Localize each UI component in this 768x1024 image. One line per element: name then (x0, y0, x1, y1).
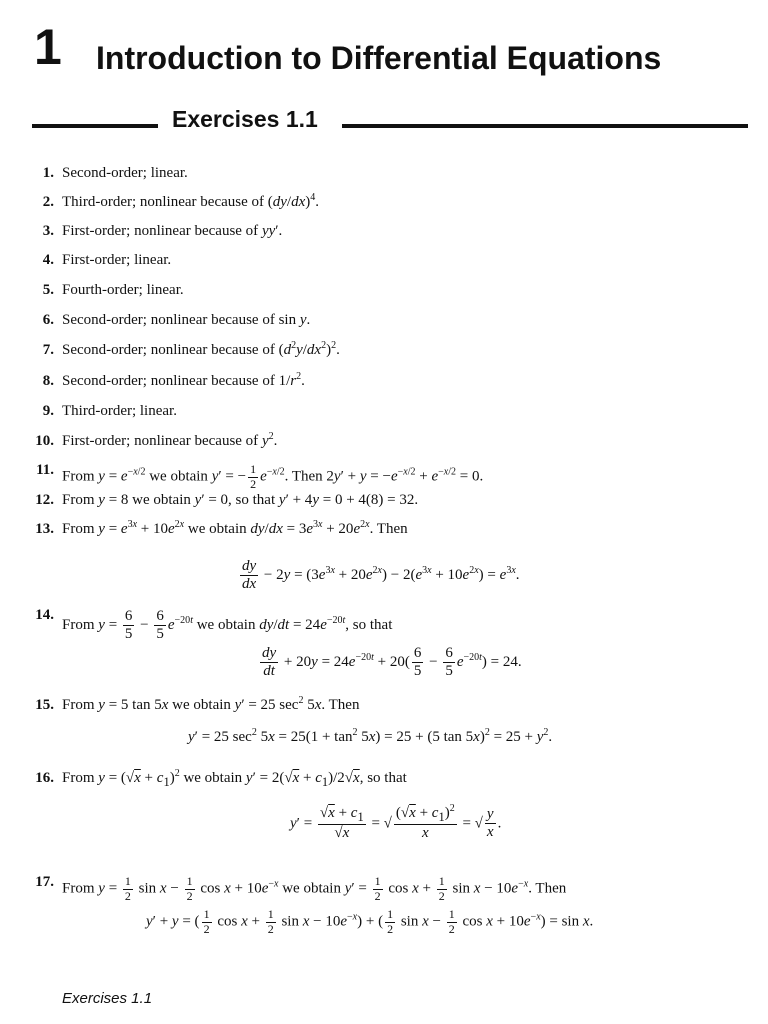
exercise-number: 9. (42, 403, 54, 419)
chapter-number: 1 (34, 19, 62, 75)
exercise-number: 17. (35, 874, 54, 890)
exercise-number: 3. (42, 223, 54, 239)
section-title: Exercises 1.1 (172, 106, 318, 132)
exercise-number: 2. (42, 194, 54, 210)
exercise-text: First-order; linear. (62, 252, 172, 268)
display-equation-14: $\frac{dy}{dt}$ + $20y = 24e^{-20t} + 20$( $\frac{6}{5}$ − $\frac{6}{5}$ $e^{-20t}) = 24$. (262, 645, 522, 680)
exercise-text: From y = 5 tan 5x we obtain y′ = 25 $\sec^2 5x$. Then (62, 695, 360, 713)
exercise-number: 13. (35, 521, 54, 537)
footer-label: Exercises 1.1 (62, 990, 153, 1007)
exercise-number: 16. (35, 770, 54, 786)
exercise-number: 8. (42, 373, 54, 389)
exercise-number: 14. (35, 607, 54, 623)
exercise-text: From $y = e^{-x/2}$ we obtain y′ = − $\frac{1}{2}$ $e^{-x/2}$. Then $2y' + y = -e^{-x/2} + e^{-x/2} = 0$. (62, 462, 484, 491)
chapter-title: Introduction to Differential Equations (96, 40, 662, 76)
display-equation-13: $\frac{dy}{dx}$ − $2y = (3e^{3x} + 20e^{2x}) - 2(e^{3x} + 10e^{2x}) = e^{3x}$. (242, 558, 520, 593)
exercise-text: Second-order; nonlinear because of sin y. (62, 312, 311, 328)
exercise-number: 12. (35, 492, 54, 508)
exercise-text: Fourth-order; linear. (62, 282, 184, 298)
exercise-text: From y = $\frac{1}{2}$ sin x − $\frac{1}{2}$ $\cos x + 10e^{-x}$ we obtain y′ = $\frac{1}{2}$ cos x + $\frac{1}{2}$ $\sin x - 10e^{-x}$. Then (62, 874, 567, 903)
display-equation-15: y′ = 25 $\sec^2 5x = 25(1 + \tan^2 5x) = 25 + (5$ $\tan 5x)^2 = 25 + y^2$. (188, 727, 553, 745)
exercise-number: 15. (35, 697, 54, 713)
exercise-text: From $y = e^{3x} + 10e^{2x}$ we obtain $dy/dx = 3e^{3x} + 20e^{2x}$. Then (62, 519, 408, 537)
exercise-number: 4. (42, 252, 54, 268)
exercise-text: From $y = (√x + c_1)^2$ we obtain $y' = 2(√x + c_1)/2√x$, so that (62, 768, 407, 789)
display-equation-17: y′ + y = ( $\frac{1}{2}$ cos x + $\frac{1}{2}$ $\sin x - 10e^{-x}$) + ( $\frac{1}{2}$ sin x − $\frac{1}{2}$ $\cos x + 10e^{-x}) = \sin x$. (146, 907, 594, 936)
exercise-number: 7. (42, 342, 54, 358)
exercise-number: 6. (42, 312, 54, 328)
exercise-text: Third-order; linear. (62, 403, 177, 419)
section-rule-right (342, 124, 748, 128)
exercise-number: 5. (42, 282, 54, 298)
exercise-text: Second-order; nonlinear because of $1/r^2$. (62, 371, 305, 389)
exercise-text: From y = $\frac{6}{5}$ − $\frac{6}{5}$ $e^{-20t}$ we obtain $dy/dt = 24e^{-20t}$, so that (62, 608, 393, 643)
exercise-text: From y = 8 we obtain y′ = 0, so that y′ + 4y = 0 + 4(8) = 32. (62, 492, 419, 508)
exercise-text: First-order; nonlinear because of yy′. (62, 223, 283, 239)
exercise-number: 1. (42, 165, 54, 181)
exercise-number: 11. (36, 462, 54, 478)
exercise-number: 10. (35, 433, 54, 449)
exercise-text: Second-order; nonlinear because of $(d^2y/dx^2)^2$. (62, 340, 340, 358)
display-equation-16: y′ = $\frac{√x + c_1}{√x}$ = √ $\frac{(√x + c_1)^2}{x}$ = √ $\frac{y}{x}$ . (290, 803, 502, 842)
exercise-text: Second-order; linear. (62, 165, 188, 181)
exercise-text: Third-order; nonlinear because of $(dy/dx)^4$. (62, 192, 320, 210)
exercise-text: First-order; nonlinear because of $y^2$. (62, 431, 278, 449)
section-rule-left (32, 124, 158, 128)
